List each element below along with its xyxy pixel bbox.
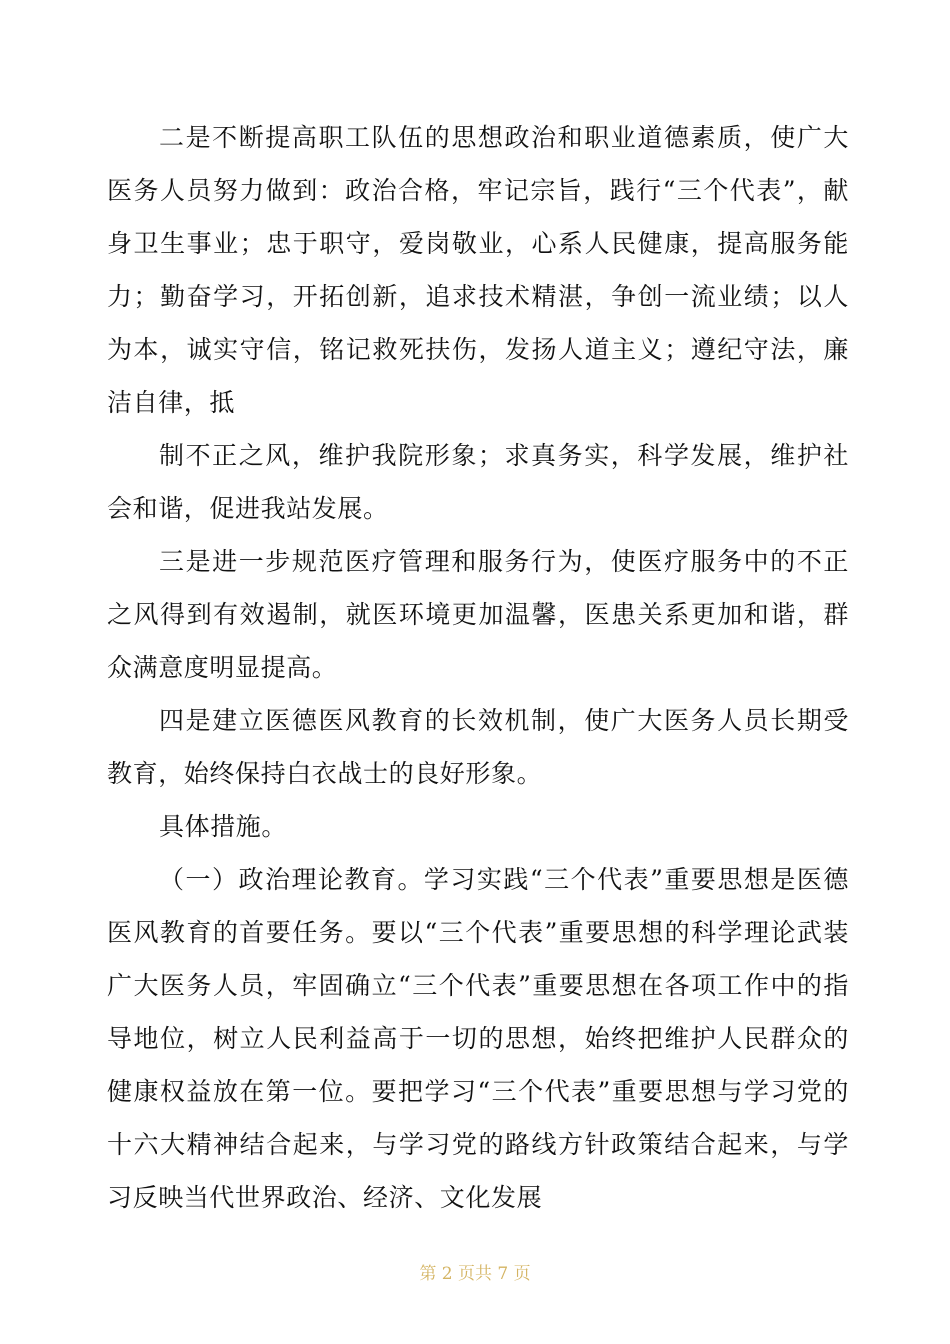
paragraph-4: 四是建立医德医风教育的长效机制，使广大医务人员长期受教育，始终保持白衣战士的良好形象。 <box>107 706 849 788</box>
page-number-footer: 第 2 页共 7 页 <box>419 1264 531 1284</box>
paragraph-5: 具体措施。 <box>159 812 288 841</box>
paragraph-1: 二是不断提高职工队伍的思想政治和职业道德素质，使广大医务人员努力做到：政治合格，牢记宗旨，践行“三个代表”，献身卫生事业；忠于职守，爱岗敬业，心系人民健康，提高服务能力；勤奋学习，开拓创新，追求技术精湛，争创一流业绩；以人为本，诚实守信，铭记救死扶伤，发扬人道主义；遵纪守法，廉洁自律，抵 <box>107 123 849 417</box>
paragraph-2: 制不正之风，维护我院形象；求真务实，科学发展，维护社会和谐，促进我站发展。 <box>107 441 849 523</box>
paragraph-3: 三是进一步规范医疗管理和服务行为，使医疗服务中的不正之风得到有效遏制，就医环境更加温馨，医患关系更加和谐，群众满意度明显提高。 <box>107 547 849 682</box>
document-body <box>107 111 849 1224</box>
paragraph-6: （一）政治理论教育。学习实践“三个代表”重要思想是医德医风教育的首要任务。要以“三个代表”重要思想的科学理论武装广大医务人员，牢固确立“三个代表”重要思想在各项工作中的指导地位，树立人民利益高于一切的思想，始终把维护人民群众的健康权益放在第一位。要把学习“三个代表”重要思想与学习党的十六大精神结合起来，与学习党的路线方针政策结合起来，与学习反映当代世界政治、经济、文化发展 <box>107 865 849 1212</box>
